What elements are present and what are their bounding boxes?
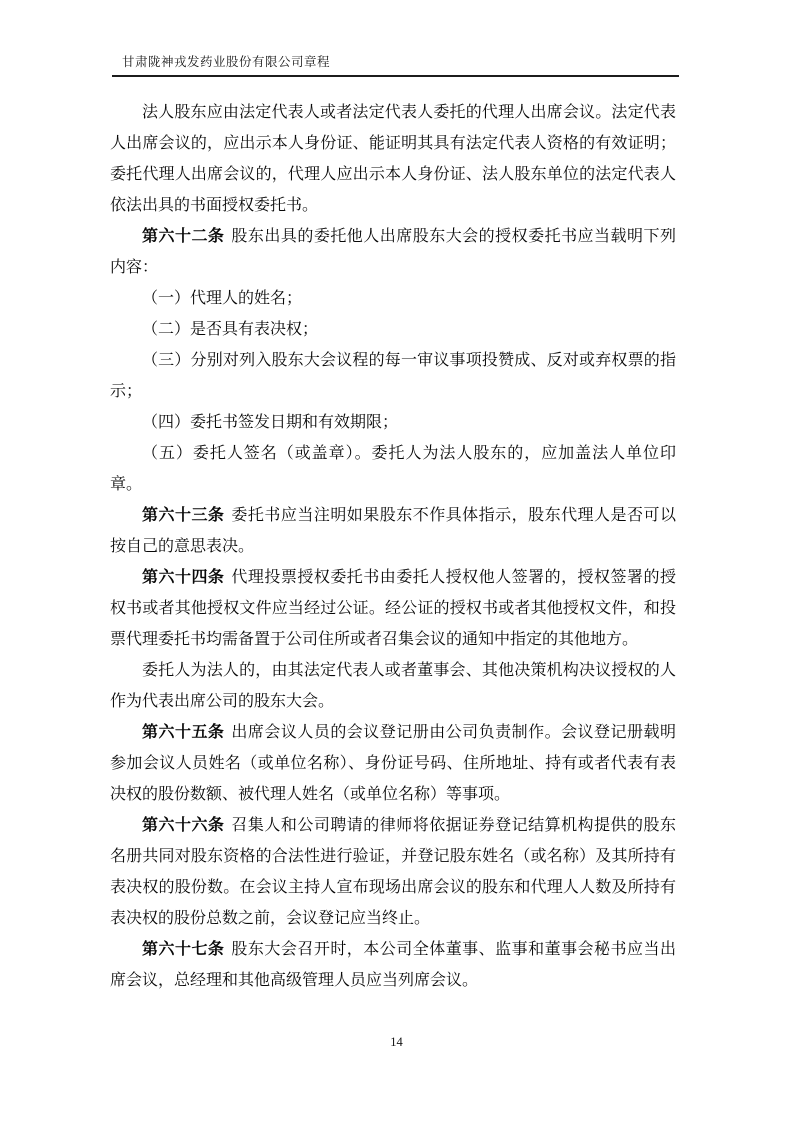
article-number: 第六十七条	[142, 941, 225, 958]
paragraph-text: 股东出具的委托他人出席股东大会的授权委托书应当载明下列内容：	[110, 228, 676, 276]
paragraph-text: 法人股东应由法定代表人或者法定代表人委托的代理人出席会议。法定代表人出席会议的，应出示本人身份证、能证明其具有法定代表人资格的有效证明；委托代理人出席会议的，代理人应出示本人身份证、法人股东单位的法定代表人依法出具的书面授权委托书。	[110, 104, 676, 214]
paragraph	[110, 407, 676, 438]
paragraph	[110, 438, 676, 500]
paragraph	[110, 221, 676, 283]
paragraph-text: 股东大会召开时，本公司全体董事、监事和董事会秘书应当出席会议，总经理和其他高级管理人员应当列席会议。	[110, 941, 676, 989]
paragraph-text: 召集人和公司聘请的律师将依据证券登记结算机构提供的股东名册共同对股东资格的合法性进行验证，并登记股东姓名（或名称）及其所持有表决权的股份数。在会议主持人宣布现场出席会议的股东和代理人人数及所持有表决权的股份总数之前，会议登记应当终止。	[110, 817, 676, 927]
paragraph-text: （一）代理人的姓名；	[142, 290, 303, 307]
paragraph-text: 出席会议人员的会议登记册由公司负责制作。会议登记册载明参加会议人员姓名（或单位名称）、身份证号码、住所地址、持有或者代表有表决权的股份数额、被代理人姓名（或单位名称）等事项。	[110, 724, 676, 803]
article-number: 第六十三条	[142, 507, 225, 524]
paragraph-text: （二）是否具有表决权；	[142, 321, 319, 338]
article-number: 第六十六条	[142, 817, 225, 834]
header-title: 甘肃陇神戎发药业股份有限公司章程	[122, 55, 331, 69]
article-number: 第六十二条	[142, 228, 225, 245]
paragraph-text: 委托书应当注明如果股东不作具体指示，股东代理人是否可以按自己的意思表决。	[110, 507, 676, 555]
article-number: 第六十五条	[142, 724, 225, 741]
paragraph	[110, 97, 676, 221]
paragraph	[110, 562, 676, 655]
paragraph	[110, 345, 676, 407]
paragraph-text: （三）分别对列入股东大会议程的每一审议事项投赞成、反对或弃权票的指示；	[110, 352, 676, 400]
page-header	[112, 54, 679, 77]
document-body	[110, 97, 676, 996]
paragraph-text: （四）委托书签发日期和有效期限；	[142, 414, 399, 431]
paragraph	[110, 655, 676, 717]
paragraph-text: （五）委托人签名（或盖章）。委托人为法人股东的，应加盖法人单位印章。	[110, 445, 676, 493]
paragraph	[110, 717, 676, 810]
page-number: 14	[390, 1035, 403, 1049]
paragraph	[110, 283, 676, 314]
article-number: 第六十四条	[142, 569, 225, 586]
page-footer	[0, 1035, 793, 1050]
paragraph	[110, 934, 676, 996]
paragraph-text: 委托人为法人的，由其法定代表人或者董事会、其他决策机构决议授权的人作为代表出席公司的股东大会。	[110, 662, 676, 710]
paragraph	[110, 500, 676, 562]
paragraph-text: 代理投票授权委托书由委托人授权他人签署的，授权签署的授权书或者其他授权文件应当经过公证。经公证的授权书或者其他授权文件，和投票代理委托书均需备置于公司住所或者召集会议的通知中指定的其他地方。	[110, 569, 676, 648]
paragraph	[110, 314, 676, 345]
paragraph	[110, 810, 676, 934]
